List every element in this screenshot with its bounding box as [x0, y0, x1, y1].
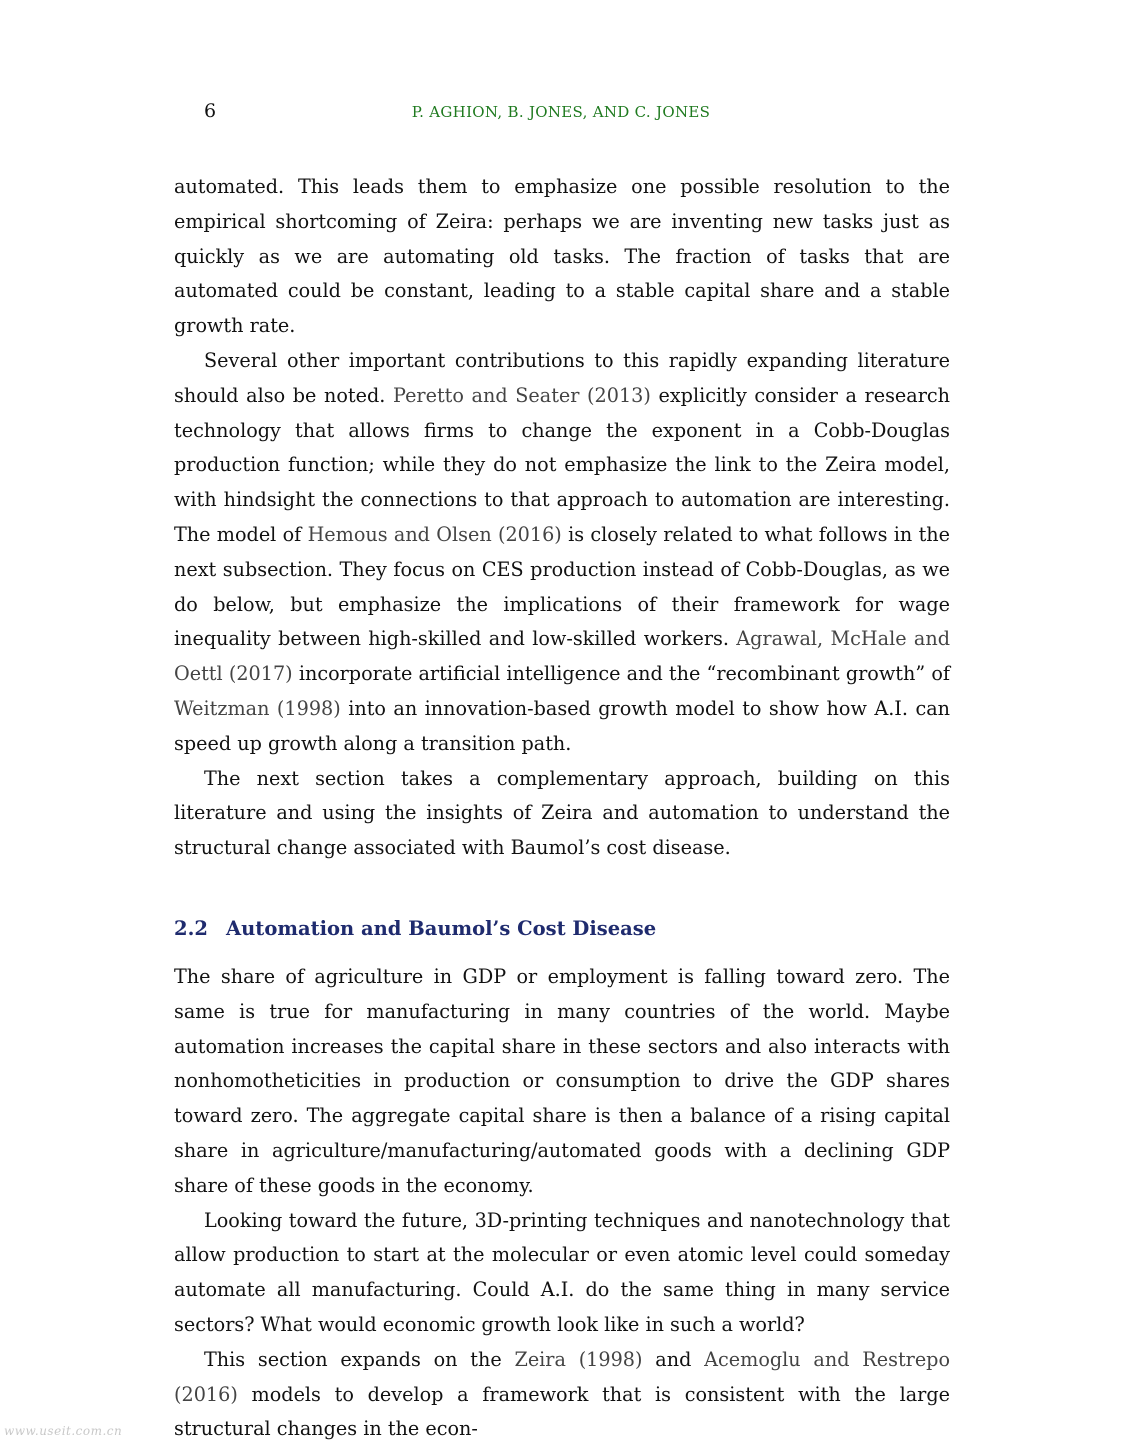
paragraph: The next section takes a complementary approach, building on this literature and using the insights of Zeira and automation to understand the structural change associated with Baumol’s cost disease.: [174, 766, 950, 860]
page-number: 6: [204, 100, 217, 122]
watermark: www.useit.com.cn: [4, 1424, 123, 1438]
body-text: [174, 170, 950, 1447]
text-run: explicitly consider a research technology that allows firms to change the exponent in a Cobb-Douglas production function; while they do not emphasize the link to the Zeira model, with hindsight the connections to that approach to automation are interesting. The model of: [174, 383, 950, 546]
section-number: 2.2: [174, 916, 208, 940]
paragraph: [174, 344, 950, 762]
paragraph: automated. This leads them to emphasize one possible resolution to the empirical shortcoming of Zeira: perhaps we are inventing new tasks just as quickly as we are automating old tasks. The fraction of tasks that are automated could be constant, leading to a stable capital share and a stable growth rate.: [174, 175, 950, 338]
section-title: Automation and Baumol’s Cost Disease: [226, 916, 657, 940]
paragraph: The share of agriculture in GDP or employment is falling toward zero. The same is true for manufacturing in many countries of the world. Maybe automation increases the capital share in these sectors and also interacts with nonhomotheticities in production or consumption to drive the GDP shares toward zero. The aggregate capital share is then a balance of a rising capital share in agriculture/manufacturing/automated goods with a declining GDP share of these goods in the economy.: [174, 964, 950, 1197]
text-run: incorporate artificial intelligence and the “recombinant growth” of: [292, 662, 950, 686]
text-run: Several other important contributions to this rapidly expanding literature should also be noted.: [174, 348, 950, 407]
citation-link[interactable]: Agrawal, McHale and Oettl (2017): [174, 627, 950, 686]
text-run: is closely related to what follows in the next subsection. They focus on CES production instead of Cobb-Douglas, as we do below, but emphasize the implications of their framework for wage inequality between high-skilled and low-skilled workers.: [174, 522, 951, 651]
text-run: and: [642, 1347, 705, 1371]
text-run: This section expands on the: [204, 1347, 515, 1371]
citation-link[interactable]: Acemoglu and Restrepo (2016): [174, 1347, 951, 1406]
section-heading: [174, 912, 950, 946]
citation-link[interactable]: Peretto and Seater (2013): [393, 383, 651, 407]
paragraph: [174, 1343, 950, 1447]
citation-link[interactable]: Hemous and Olsen (2016): [307, 522, 562, 546]
page-header: [0, 100, 1122, 128]
citation-link[interactable]: Zeira (1998): [514, 1347, 643, 1371]
paragraph: Looking toward the future, 3D-printing techniques and nanotechnology that allow production to start at the molecular or even atomic level could someday automate all manufacturing. Could A.I. do the same thing in many service sectors? What would economic growth look like in such a world?: [174, 1208, 950, 1336]
text-run: models to develop a framework that is consistent with the large structural changes in the econ-: [174, 1382, 950, 1441]
running-head: P. AGHION, B. JONES, AND C. JONES: [411, 103, 711, 121]
text-run: into an innovation-based growth model to show how A.I. can speed up growth along a transition path.: [174, 696, 950, 755]
citation-link[interactable]: Weitzman (1998): [174, 696, 341, 720]
